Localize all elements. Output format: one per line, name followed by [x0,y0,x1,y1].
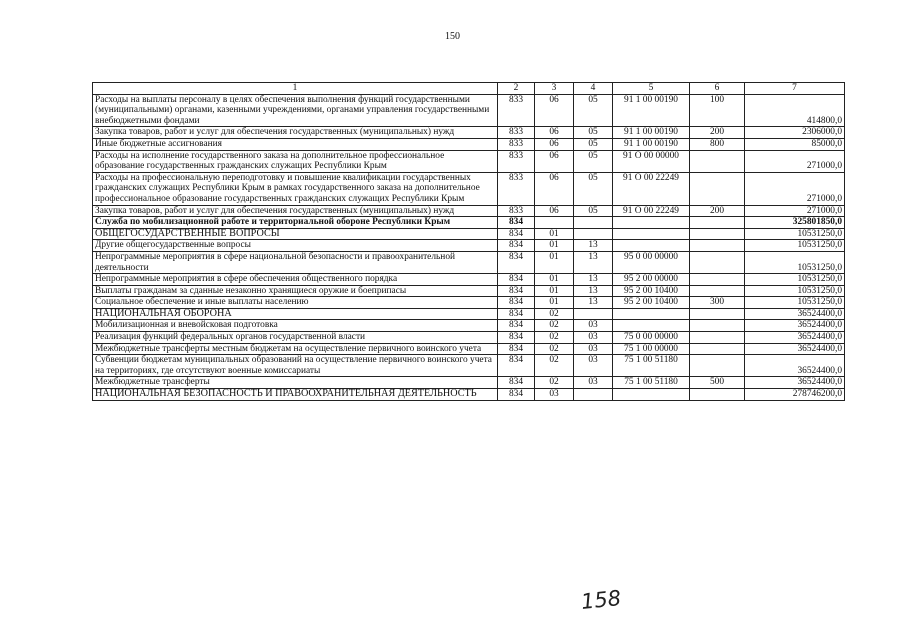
expense-type-cell: 200 [690,127,745,139]
expense-type-cell [690,251,745,273]
table-row [93,205,845,217]
column-header: 1 [93,83,498,95]
row-name-cell: Выплаты гражданам за сданные незаконно хранящиеся оружие и боеприпасы [93,285,498,297]
amount-cell: 271000,0 [745,205,845,217]
table-row [93,127,845,139]
subsection-code-cell: 03 [574,332,613,344]
table-row [93,228,845,240]
subsection-code-cell [574,217,613,229]
admin-code-cell: 834 [498,389,535,401]
expense-type-cell: 100 [690,94,745,127]
row-name-cell: Расходы на исполнение государственного заказа на дополнительное профессиональное образование государственных гражданских служащих Республики Крым [93,150,498,172]
admin-code-cell: 834 [498,355,535,377]
row-name-cell: Другие общегосударственные вопросы [93,240,498,252]
expense-type-cell [690,172,745,205]
expense-type-cell [690,228,745,240]
subsection-code-cell: 03 [574,343,613,355]
amount-cell: 414800,0 [745,94,845,127]
admin-code-cell: 833 [498,172,535,205]
row-name-cell: Социальное обеспечение и иные выплаты населению [93,297,498,309]
target-article-cell: 91 1 00 00190 [613,127,690,139]
expense-type-cell [690,240,745,252]
table-row [93,343,845,355]
section-code-cell: 06 [535,150,574,172]
target-article-cell [613,308,690,320]
target-article-cell: 95 0 00 00000 [613,251,690,273]
amount-cell: 85000,0 [745,138,845,150]
expense-type-cell [690,217,745,229]
column-header: 7 [745,83,845,95]
row-name-cell: Межбюджетные трансферты местным бюджетам на осуществление первичного воинского учета [93,343,498,355]
amount-cell: 36524400,0 [745,320,845,332]
subsection-code-cell [574,228,613,240]
amount-cell: 10531250,0 [745,240,845,252]
table-row [93,355,845,377]
admin-code-cell: 834 [498,332,535,344]
section-code-cell: 02 [535,320,574,332]
admin-code-cell: 833 [498,94,535,127]
target-article-cell: 75 0 00 00000 [613,332,690,344]
expense-type-cell [690,332,745,344]
row-name-cell: Межбюджетные трансферты [93,377,498,389]
amount-cell: 325801850,0 [745,217,845,229]
target-article-cell [613,389,690,401]
expense-type-cell: 800 [690,138,745,150]
admin-code-cell: 834 [498,251,535,273]
row-name-cell: Служба по мобилизационной работе и территориальной обороне Республики Крым [93,217,498,229]
subsection-code-cell [574,389,613,401]
row-name-cell: НАЦИОНАЛЬНАЯ БЕЗОПАСНОСТЬ И ПРАВООХРАНИТЕЛЬНАЯ ДЕЯТЕЛЬНОСТЬ [93,389,498,401]
admin-code-cell: 834 [498,297,535,309]
section-code-cell [535,217,574,229]
section-code-cell: 06 [535,205,574,217]
subsection-code-cell: 13 [574,274,613,286]
admin-code-cell: 834 [498,377,535,389]
subsection-code-cell: 13 [574,240,613,252]
admin-code-cell: 833 [498,127,535,139]
table-row [93,320,845,332]
amount-cell: 10531250,0 [745,251,845,273]
expense-type-cell [690,343,745,355]
section-code-cell: 01 [535,274,574,286]
section-code-cell: 02 [535,355,574,377]
section-code-cell: 02 [535,332,574,344]
expense-type-cell: 300 [690,297,745,309]
handwritten-page-note: 158 [579,585,623,615]
expense-type-cell: 500 [690,377,745,389]
section-code-cell: 01 [535,251,574,273]
target-article-cell: 91 1 00 00190 [613,138,690,150]
admin-code-cell: 833 [498,138,535,150]
target-article-cell: 75 1 00 00000 [613,343,690,355]
amount-cell: 271000,0 [745,150,845,172]
subsection-code-cell: 05 [574,172,613,205]
table-row [93,251,845,273]
table-row [93,308,845,320]
expense-type-cell [690,389,745,401]
amount-cell: 36524400,0 [745,355,845,377]
column-header: 5 [613,83,690,95]
table-row [93,389,845,401]
target-article-cell: 95 2 00 00000 [613,274,690,286]
subsection-code-cell: 05 [574,94,613,127]
target-article-cell: 75 1 00 51180 [613,355,690,377]
column-header: 3 [535,83,574,95]
table-row [93,94,845,127]
row-name-cell: Закупка товаров, работ и услуг для обеспечения государственных (муниципальных) нужд [93,127,498,139]
column-header: 2 [498,83,535,95]
column-header: 4 [574,83,613,95]
target-article-cell [613,240,690,252]
subsection-code-cell: 05 [574,127,613,139]
row-name-cell: НАЦИОНАЛЬНАЯ ОБОРОНА [93,308,498,320]
expense-type-cell [690,285,745,297]
table-row [93,172,845,205]
section-code-cell: 02 [535,308,574,320]
admin-code-cell: 834 [498,274,535,286]
section-code-cell: 06 [535,172,574,205]
target-article-cell: 95 2 00 10400 [613,285,690,297]
section-code-cell: 06 [535,127,574,139]
section-code-cell: 03 [535,389,574,401]
subsection-code-cell: 13 [574,251,613,273]
section-code-cell: 01 [535,285,574,297]
subsection-code-cell: 03 [574,355,613,377]
table-row [93,217,845,229]
target-article-cell: 91 1 00 00190 [613,94,690,127]
table-row [93,332,845,344]
row-name-cell: Мобилизационная и вневойсковая подготовка [93,320,498,332]
amount-cell: 278746200,0 [745,389,845,401]
section-code-cell: 02 [535,343,574,355]
admin-code-cell: 834 [498,228,535,240]
target-article-cell [613,320,690,332]
target-article-cell: 91 О 00 00000 [613,150,690,172]
amount-cell: 36524400,0 [745,332,845,344]
subsection-code-cell: 05 [574,205,613,217]
admin-code-cell: 833 [498,205,535,217]
section-code-cell: 06 [535,94,574,127]
subsection-code-cell [574,308,613,320]
target-article-cell [613,228,690,240]
table-row [93,274,845,286]
section-code-cell: 06 [535,138,574,150]
admin-code-cell: 834 [498,217,535,229]
admin-code-cell: 834 [498,240,535,252]
admin-code-cell: 834 [498,285,535,297]
expense-type-cell [690,355,745,377]
row-name-cell: Непрограммные мероприятия в сфере национальной безопасности и правоохранительной деятельности [93,251,498,273]
target-article-cell: 91 О 00 22249 [613,172,690,205]
row-name-cell: Расходы на выплаты персоналу в целях обеспечения выполнения функций государственными (муниципальными) органами, казенными учреждениями, органами управления государственными внебюджетными фондами [93,94,498,127]
expense-type-cell [690,320,745,332]
section-code-cell: 01 [535,240,574,252]
subsection-code-cell: 05 [574,138,613,150]
page-number: 150 [445,31,460,42]
subsection-code-cell: 13 [574,297,613,309]
table-row [93,297,845,309]
table-row [93,285,845,297]
amount-cell: 271000,0 [745,172,845,205]
section-code-cell: 01 [535,228,574,240]
subsection-code-cell: 03 [574,377,613,389]
subsection-code-cell: 03 [574,320,613,332]
admin-code-cell: 834 [498,308,535,320]
row-name-cell: Непрограммные мероприятия в сфере обеспечения общественного порядка [93,274,498,286]
target-article-cell: 95 2 00 10400 [613,297,690,309]
amount-cell: 10531250,0 [745,285,845,297]
target-article-cell: 91 О 00 22249 [613,205,690,217]
amount-cell: 2306000,0 [745,127,845,139]
target-article-cell: 75 1 00 51180 [613,377,690,389]
row-name-cell: Закупка товаров, работ и услуг для обеспечения государственных (муниципальных) нужд [93,205,498,217]
expense-type-cell [690,274,745,286]
amount-cell: 10531250,0 [745,297,845,309]
row-name-cell: Реализация функций федеральных органов государственной власти [93,332,498,344]
table-row [93,150,845,172]
budget-table [92,82,845,401]
table-header-row [93,83,845,95]
admin-code-cell: 834 [498,343,535,355]
table-row [93,138,845,150]
target-article-cell [613,217,690,229]
column-header: 6 [690,83,745,95]
subsection-code-cell: 05 [574,150,613,172]
section-code-cell: 02 [535,377,574,389]
section-code-cell: 01 [535,297,574,309]
amount-cell: 10531250,0 [745,274,845,286]
expense-type-cell [690,308,745,320]
row-name-cell: Расходы на профессиональную переподготовку и повышение квалификации государственных гражданских служащих Республики Крым в рамках государственного заказа на дополнительное профессиональное образование государственных гражданских служащих Республики Крым [93,172,498,205]
row-name-cell: ОБЩЕГОСУДАРСТВЕННЫЕ ВОПРОСЫ [93,228,498,240]
admin-code-cell: 833 [498,150,535,172]
subsection-code-cell: 13 [574,285,613,297]
amount-cell: 36524400,0 [745,308,845,320]
amount-cell: 10531250,0 [745,228,845,240]
expense-type-cell: 200 [690,205,745,217]
amount-cell: 36524400,0 [745,343,845,355]
row-name-cell: Субвенции бюджетам муниципальных образований на осуществление первичного воинского учета на территориях, где отсутствуют военные комиссариаты [93,355,498,377]
expense-type-cell [690,150,745,172]
table-row [93,377,845,389]
row-name-cell: Иные бюджетные ассигнования [93,138,498,150]
table-row [93,240,845,252]
amount-cell: 36524400,0 [745,377,845,389]
admin-code-cell: 834 [498,320,535,332]
